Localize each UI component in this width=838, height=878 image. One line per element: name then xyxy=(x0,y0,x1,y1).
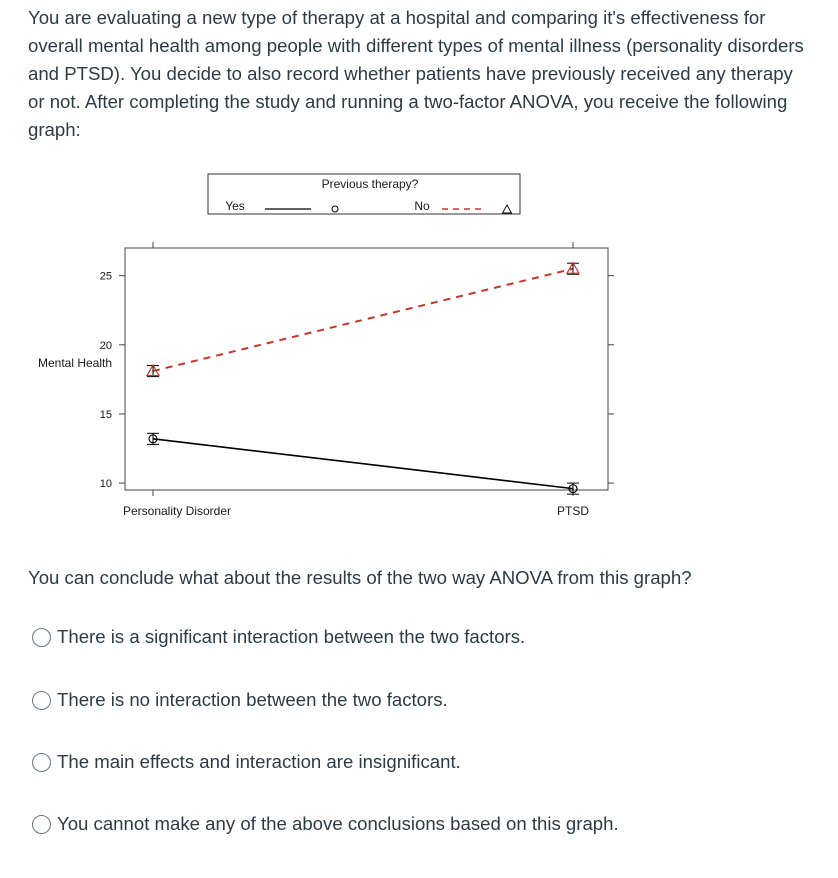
answer-option[interactable] xyxy=(32,626,525,648)
answer-label: The main effects and interaction are insignificant. xyxy=(57,751,461,772)
y-tick-label: 10 xyxy=(99,478,112,491)
answer-option[interactable] xyxy=(32,813,619,835)
radio-button[interactable] xyxy=(32,691,51,710)
legend-label-no: No xyxy=(414,199,430,213)
radio-button[interactable] xyxy=(32,815,51,834)
plot-frame xyxy=(125,248,608,490)
y-tick-label: 20 xyxy=(99,339,112,352)
x-tick-label: PTSD xyxy=(556,504,590,518)
legend xyxy=(208,174,520,214)
x-axis xyxy=(123,242,589,518)
legend-title: Previous therapy? xyxy=(321,177,419,191)
series-line-yes xyxy=(153,439,573,489)
series-group xyxy=(147,263,579,494)
answer-label: There is no interaction between the two factors. xyxy=(57,689,448,710)
y-tick-label: 25 xyxy=(99,270,112,283)
answer-option[interactable] xyxy=(32,751,461,773)
question-text: You are evaluating a new type of therapy at a hospital and comparing it's effectiveness for overall mental health among people with different types of mental illness (personality disorders and PTSD). You decide to also record whether patients have previously received any therapy or not. After completing the study and running a two-factor ANOVA, you receive the following graph: xyxy=(28,7,804,140)
prompt-text: You can conclude what about the results of the two way ANOVA from this graph? xyxy=(28,567,692,588)
x-tick-label: Personality Disorder xyxy=(122,504,232,518)
legend-marker-no xyxy=(503,205,512,213)
series-line-no xyxy=(153,269,573,371)
answer-label: There is a significant interaction between the two factors. xyxy=(57,626,526,647)
y-tick-label: 15 xyxy=(99,408,112,421)
answer-label: You cannot make any of the above conclusions based on this graph. xyxy=(57,813,619,834)
legend-label-yes: Yes xyxy=(225,199,245,213)
y-axis-label: Mental Health xyxy=(37,356,113,370)
radio-button[interactable] xyxy=(32,753,51,772)
interaction-chart xyxy=(28,168,628,528)
legend-marker-yes xyxy=(332,206,338,212)
radio-button[interactable] xyxy=(32,628,51,647)
answer-option[interactable] xyxy=(32,689,448,711)
y-axis xyxy=(100,271,614,490)
